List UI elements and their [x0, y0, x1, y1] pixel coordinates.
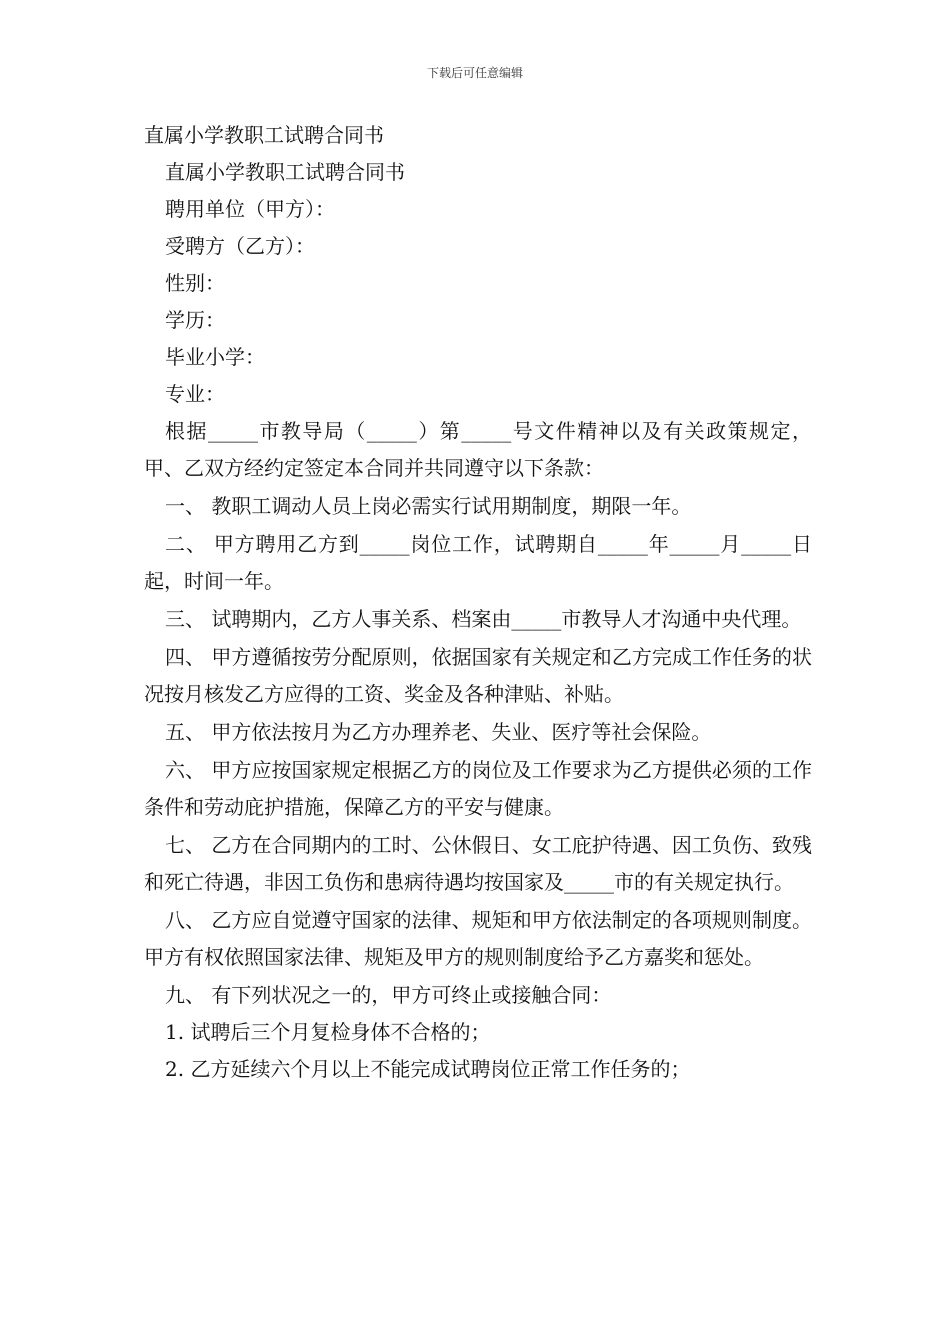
clause-3: 三、 试聘期内，乙方人事关系、档案由_____市教导人才沟通中央代理。: [165, 607, 802, 631]
document-subtitle: 直属小学教职工试聘合同书: [165, 160, 405, 184]
document-title: 直属小学教职工试聘合同书: [144, 123, 384, 147]
field-employee: 受聘方（乙方）：: [165, 234, 315, 258]
clause-2: 二、 甲方聘用乙方到_____岗位工作，试聘期自_____年_____月_____日起，时间一年。: [144, 532, 812, 593]
list-item-2: 2. 乙方延续六个月以上不能完成试聘岗位正常工作任务的；: [165, 1057, 691, 1081]
list-item-1: 1. 试聘后三个月复检身体不合格的；: [165, 1020, 491, 1044]
clause-7: 七、 乙方在合同期内的工时、公休假日、女工庇护待遇、因工负伤、致残和死亡待遇，非因工负伤和患病待遇均按国家及_____市的有关规定执行。: [144, 833, 812, 894]
clause-1: 一、 教职工调动人员上岗必需实行试用期制度，期限一年。: [165, 494, 692, 518]
clause-8: 八、 乙方应自觉遵守国家的法律、规矩和甲方依法制定的各项规则制度。甲方有权依照国家法律、规矩及甲方的规则制度给予乙方嘉奖和惩处。: [144, 908, 812, 969]
document-body: [144, 117, 812, 1088]
field-education: 学历：: [165, 308, 225, 332]
field-employer: 聘用单位（甲方）：: [165, 197, 335, 221]
clause-9: 九、 有下列状况之一的，甲方可终止或接触合同：: [165, 983, 612, 1007]
field-graduated-school: 毕业小学：: [165, 345, 265, 369]
field-major: 专业：: [165, 382, 225, 406]
page-header-note: 下载后可任意编辑: [426, 66, 523, 80]
clause-5: 五、 甲方依法按月为乙方办理养老、失业、医疗等社会保险。: [165, 720, 712, 744]
clause-4: 四、 甲方遵循按劳分配原则，依据国家有关规定和乙方完成工作任务的状况按月核发乙方应得的工资、奖金及各种津贴、补贴。: [144, 645, 812, 706]
intro-paragraph: 根据_____市教导局（_____）第_____号文件精神以及有关政策规定，甲、乙双方经约定签定本合同并共同遵守以下条款：: [144, 419, 812, 480]
field-gender: 性别：: [165, 271, 225, 295]
clause-6: 六、 甲方应按国家规定根据乙方的岗位及工作要求为乙方提供必须的工作条件和劳动庇护措施，保障乙方的平安与健康。: [144, 758, 812, 819]
